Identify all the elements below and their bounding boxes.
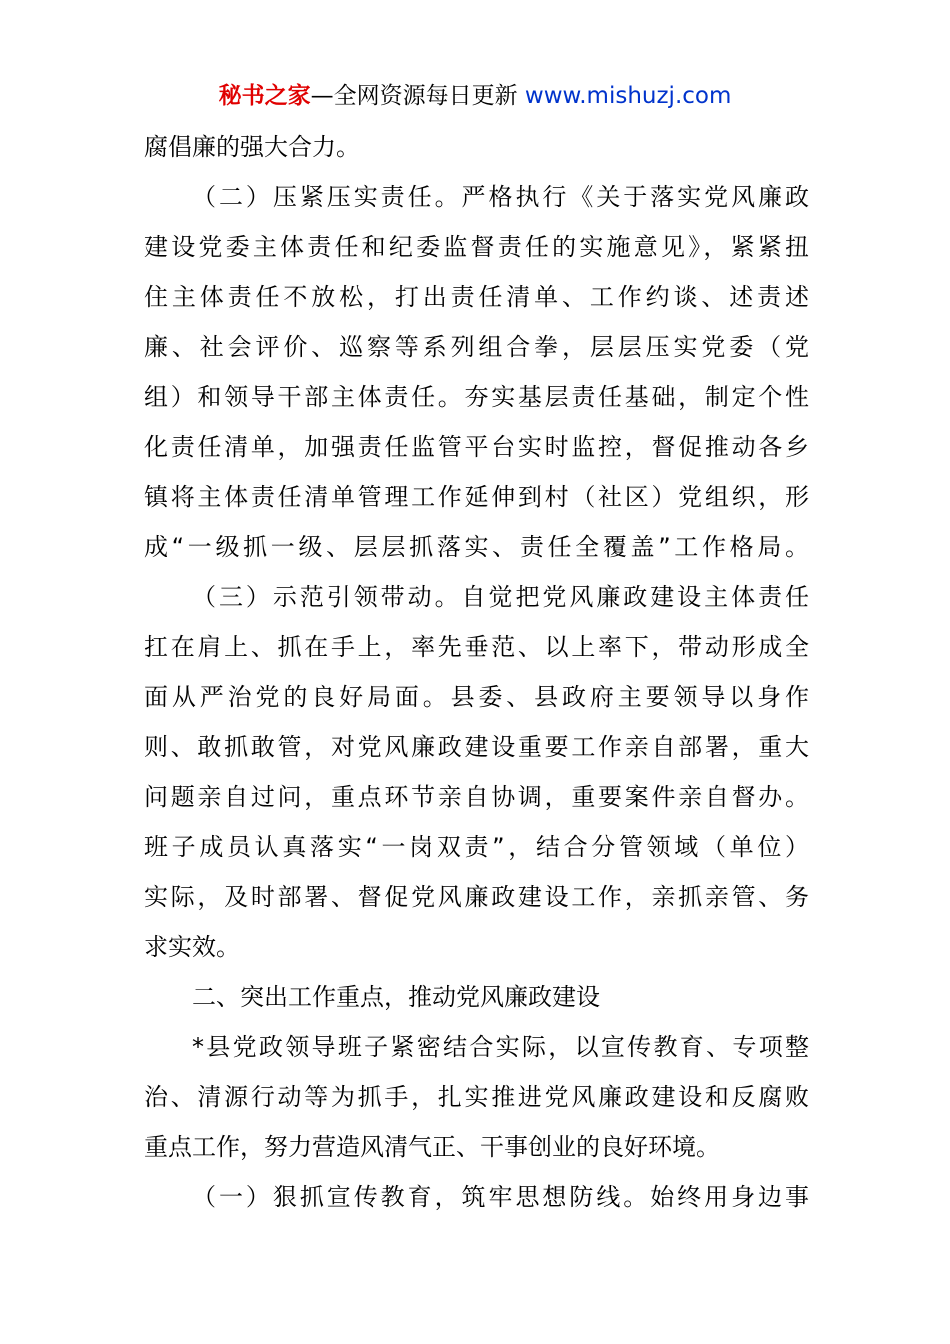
site-url-link[interactable]: www.mishuzj.com [524, 83, 732, 109]
text-line: （三）示范引领带动。自觉把党风廉政建设主体责任 [192, 583, 809, 611]
text-line: 住主体责任不放松，打出责任清单、工作约谈、述责述 [144, 283, 809, 311]
text-line: 镇将主体责任清单管理工作延伸到村（社区）党组织，形 [144, 483, 809, 511]
text-line: 腐倡廉的强大合力。 [144, 133, 360, 161]
header-tagline: —全网资源每日更新 [310, 83, 525, 109]
text-line: 组）和领导干部主体责任。夯实基层责任基础，制定个性 [144, 383, 809, 411]
text-line: （二）压紧压实责任。严格执行《关于落实党风廉政 [192, 183, 809, 211]
section-heading: 二、突出工作重点，推动党风廉政建设 [192, 983, 600, 1011]
text-line: 实际，及时部署、督促党风廉政建设工作，亲抓亲管、务 [144, 883, 809, 911]
text-line: 班子成员认真落实“一岗双责”，结合分管领域（单位） [144, 833, 809, 861]
text-line: 则、敢抓敢管，对党风廉政建设重要工作亲自部署，重大 [144, 733, 809, 761]
text-line: 成“一级抓一级、层层抓落实、责任全覆盖”工作格局。 [144, 533, 809, 561]
text-line: *县党政领导班子紧密结合实际，以宣传教育、专项整 [192, 1033, 809, 1061]
text-line: 治、清源行动等为抓手，扎实推进党风廉政建设和反腐败 [144, 1083, 809, 1111]
text-line: 廉、社会评价、巡察等系列组合拳，层层压实党委（党 [144, 333, 809, 361]
text-line: 问题亲自过问，重点环节亲自协调，重要案件亲自督办。 [144, 783, 809, 811]
text-line: 重点工作，努力营造风清气正、干事创业的良好环境。 [144, 1133, 720, 1161]
text-line: （一）狠抓宣传教育，筑牢思想防线。始终用身边事 [192, 1183, 809, 1211]
text-line: 扛在肩上、抓在手上，率先垂范、以上率下，带动形成全 [144, 633, 809, 661]
text-line: 建设党委主体责任和纪委监督责任的实施意见》，紧紧扭 [144, 233, 809, 261]
text-line: 化责任清单，加强责任监管平台实时监控，督促推动各乡 [144, 433, 809, 461]
brand-name: 秘书之家 [218, 83, 311, 109]
text-line: 面从严治党的良好局面。县委、县政府主要领导以身作 [144, 683, 809, 711]
text-line: 求实效。 [144, 933, 240, 961]
site-header [0, 80, 950, 112]
